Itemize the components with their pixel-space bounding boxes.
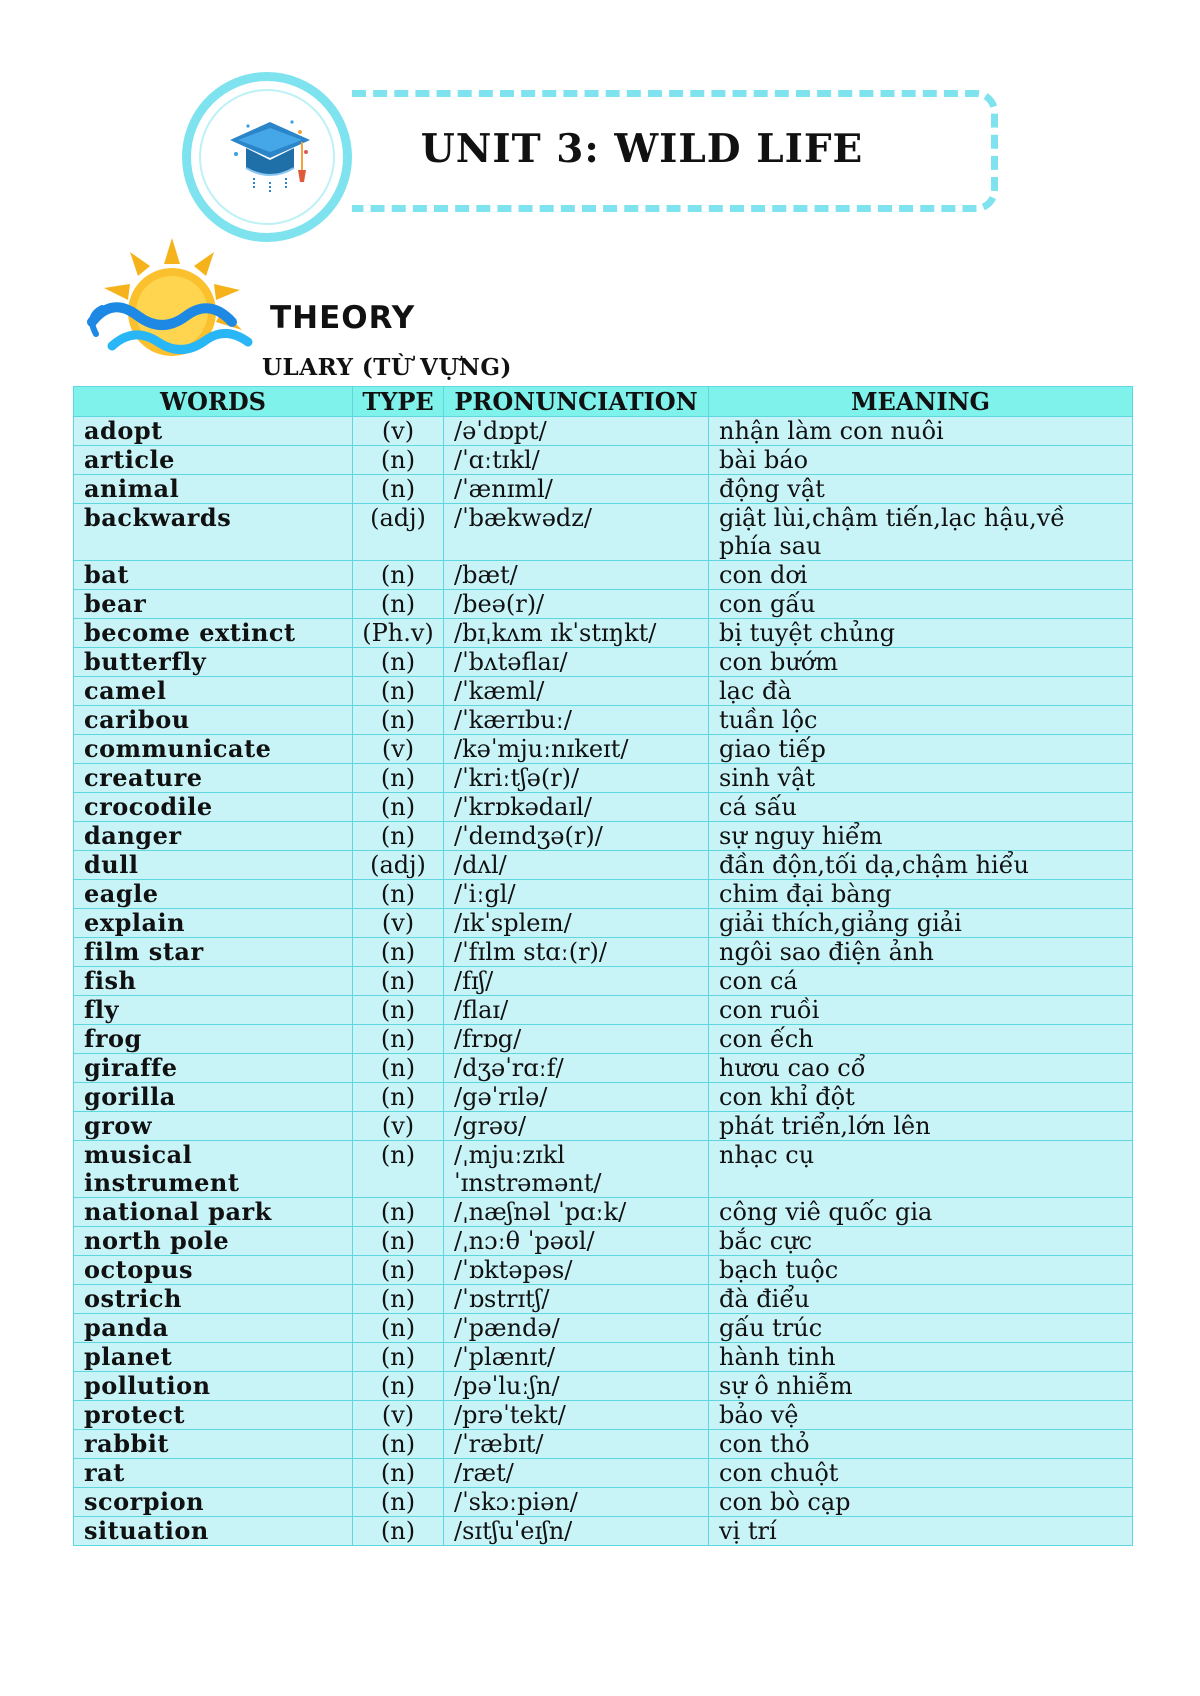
table-row	[74, 590, 1133, 619]
table-row	[74, 1285, 1133, 1314]
table-row	[74, 967, 1133, 996]
cell-type: (n)	[353, 880, 444, 909]
cell-meaning: con bướm	[709, 648, 1133, 677]
cell-word: butterfly	[74, 648, 353, 677]
unit-title: UNIT 3: WILD LIFE	[420, 126, 864, 172]
cell-pron: /ræt/	[444, 1459, 709, 1488]
cell-pron: /beə(r)/	[444, 590, 709, 619]
header-meaning: MEANING	[709, 387, 1133, 417]
cell-meaning: gấu trúc	[709, 1314, 1133, 1343]
table-row	[74, 1112, 1133, 1141]
cell-word: giraffe	[74, 1054, 353, 1083]
cell-meaning: bị tuyệt chủng	[709, 619, 1133, 648]
unit-banner	[0, 0, 1200, 240]
cell-meaning: ngôi sao điện ảnh	[709, 938, 1133, 967]
cell-meaning: con chuột	[709, 1459, 1133, 1488]
table-row	[74, 475, 1133, 504]
cell-pron: /ˈɒktəpəs/	[444, 1256, 709, 1285]
cell-pron: /fɪʃ/	[444, 967, 709, 996]
cell-type: (Ph.v)	[353, 619, 444, 648]
cell-word: north pole	[74, 1227, 353, 1256]
cell-type: (n)	[353, 475, 444, 504]
table-row	[74, 1459, 1133, 1488]
cell-pron: /ˈpændə/	[444, 1314, 709, 1343]
cell-pron: /ˈkæml/	[444, 677, 709, 706]
cell-word: danger	[74, 822, 353, 851]
cell-meaning: con ếch	[709, 1025, 1133, 1054]
cell-meaning: con thỏ	[709, 1430, 1133, 1459]
cell-pron: /ˌnɔːθ ˈpəʊl/	[444, 1227, 709, 1256]
cell-word: musical instrument	[74, 1141, 353, 1198]
cell-word: fish	[74, 967, 353, 996]
cell-pron: /ˌmjuːzɪkl ˈɪnstrəmənt/	[444, 1141, 709, 1198]
cell-word: dull	[74, 851, 353, 880]
cell-pron: /ˈkrɒkədaɪl/	[444, 793, 709, 822]
cell-word: frog	[74, 1025, 353, 1054]
cell-type: (n)	[353, 1372, 444, 1401]
cell-meaning: con dơi	[709, 561, 1133, 590]
cell-meaning: đà điểu	[709, 1285, 1133, 1314]
table-row	[74, 851, 1133, 880]
cell-type: (n)	[353, 648, 444, 677]
cell-meaning: hành tinh	[709, 1343, 1133, 1372]
cell-meaning: động vật	[709, 475, 1133, 504]
cell-type: (n)	[353, 677, 444, 706]
table-row	[74, 1343, 1133, 1372]
cell-word: bear	[74, 590, 353, 619]
cell-type: (n)	[353, 1285, 444, 1314]
cell-pron: /ˈbʌtəflaɪ/	[444, 648, 709, 677]
table-row	[74, 1025, 1133, 1054]
cell-type: (adj)	[353, 504, 444, 561]
cell-word: caribou	[74, 706, 353, 735]
cell-word: adopt	[74, 417, 353, 446]
cell-word: scorpion	[74, 1488, 353, 1517]
cell-pron: /ˌnæʃnəl ˈpɑːk/	[444, 1198, 709, 1227]
cell-pron: /prəˈtekt/	[444, 1401, 709, 1430]
header-words: WORDS	[74, 387, 353, 417]
cell-pron: /ˈiːgl/	[444, 880, 709, 909]
header-pronunciation: PRONUNCIATION	[444, 387, 709, 417]
table-row	[74, 735, 1133, 764]
cell-word: octopus	[74, 1256, 353, 1285]
cell-meaning: nhạc cụ	[709, 1141, 1133, 1198]
cell-type: (n)	[353, 706, 444, 735]
cell-meaning: con bò cạp	[709, 1488, 1133, 1517]
cell-meaning: đần độn,tối dạ,chậm hiểu	[709, 851, 1133, 880]
cell-pron: /ˈænɪml/	[444, 475, 709, 504]
table-row	[74, 1083, 1133, 1112]
cell-pron: /ˈɑːtɪkl/	[444, 446, 709, 475]
cell-word: ostrich	[74, 1285, 353, 1314]
cell-pron: /dʒəˈrɑːf/	[444, 1054, 709, 1083]
table-row	[74, 619, 1133, 648]
table-row	[74, 1141, 1133, 1198]
cell-type: (n)	[353, 1198, 444, 1227]
table-row	[74, 417, 1133, 446]
table-header-row	[74, 387, 1133, 417]
cell-type: (n)	[353, 561, 444, 590]
graduation-cap-icon	[222, 108, 318, 204]
cell-pron: /ˈplænɪt/	[444, 1343, 709, 1372]
cell-type: (v)	[353, 1401, 444, 1430]
cell-word: film star	[74, 938, 353, 967]
cell-pron: /grəʊ/	[444, 1112, 709, 1141]
cell-meaning: bảo vệ	[709, 1401, 1133, 1430]
table-row	[74, 793, 1133, 822]
cell-meaning: phát triển,lớn lên	[709, 1112, 1133, 1141]
cell-type: (n)	[353, 1025, 444, 1054]
cell-meaning: bạch tuộc	[709, 1256, 1133, 1285]
table-row	[74, 996, 1133, 1025]
table-row	[74, 764, 1133, 793]
table-row	[74, 938, 1133, 967]
cell-type: (n)	[353, 938, 444, 967]
table-row	[74, 1430, 1133, 1459]
cell-word: grow	[74, 1112, 353, 1141]
cell-meaning: con khỉ đột	[709, 1083, 1133, 1112]
table-row	[74, 1401, 1133, 1430]
table-body	[74, 417, 1133, 1546]
table-row	[74, 706, 1133, 735]
table-row	[74, 1256, 1133, 1285]
cell-type: (n)	[353, 1343, 444, 1372]
cell-meaning: bắc cực	[709, 1227, 1133, 1256]
cell-pron: /pəˈluːʃn/	[444, 1372, 709, 1401]
cell-meaning: giao tiếp	[709, 735, 1133, 764]
table-row	[74, 561, 1133, 590]
cell-word: protect	[74, 1401, 353, 1430]
cell-meaning: sinh vật	[709, 764, 1133, 793]
section-heading: THEORY	[270, 300, 416, 336]
table-row	[74, 1372, 1133, 1401]
table-row	[74, 446, 1133, 475]
cell-meaning: con cá	[709, 967, 1133, 996]
cell-pron: /ˈbækwədz/	[444, 504, 709, 561]
table-row	[74, 1054, 1133, 1083]
cell-meaning: công viê quốc gia	[709, 1198, 1133, 1227]
cell-type: (n)	[353, 1488, 444, 1517]
cell-type: (v)	[353, 417, 444, 446]
cell-meaning: sự nguy hiểm	[709, 822, 1133, 851]
table-row	[74, 1314, 1133, 1343]
table-row	[74, 1227, 1133, 1256]
cell-type: (n)	[353, 967, 444, 996]
cell-type: (adj)	[353, 851, 444, 880]
cell-word: article	[74, 446, 353, 475]
cell-pron: /ɪkˈspleɪn/	[444, 909, 709, 938]
table-row	[74, 648, 1133, 677]
cell-word: communicate	[74, 735, 353, 764]
table-row	[74, 1488, 1133, 1517]
cell-pron: /ˈkriːtʃə(r)/	[444, 764, 709, 793]
table-row	[74, 1198, 1133, 1227]
cell-pron: /ˈɒstrɪtʃ/	[444, 1285, 709, 1314]
cell-word: creature	[74, 764, 353, 793]
cell-type: (n)	[353, 996, 444, 1025]
cell-pron: /ˈdeɪndʒə(r)/	[444, 822, 709, 851]
cell-pron: /ˈræbɪt/	[444, 1430, 709, 1459]
cell-meaning: sự ô nhiễm	[709, 1372, 1133, 1401]
cell-type: (n)	[353, 793, 444, 822]
cell-type: (n)	[353, 822, 444, 851]
cell-type: (n)	[353, 1314, 444, 1343]
cell-type: (n)	[353, 1227, 444, 1256]
cell-pron: /sɪtʃuˈeɪʃn/	[444, 1517, 709, 1546]
cell-meaning: vị trí	[709, 1517, 1133, 1546]
cell-meaning: con ruồi	[709, 996, 1133, 1025]
cell-type: (n)	[353, 1517, 444, 1546]
cell-meaning: tuần lộc	[709, 706, 1133, 735]
cell-meaning: chim đại bàng	[709, 880, 1133, 909]
cell-type: (n)	[353, 1459, 444, 1488]
vocabulary-table	[73, 386, 1133, 1546]
cell-meaning: giải thích,giảng giải	[709, 909, 1133, 938]
cell-pron: /bæt/	[444, 561, 709, 590]
cell-pron: /frɒg/	[444, 1025, 709, 1054]
table-row	[74, 822, 1133, 851]
cell-meaning: nhận làm con nuôi	[709, 417, 1133, 446]
cell-pron: /dʌl/	[444, 851, 709, 880]
cell-word: bat	[74, 561, 353, 590]
header-type: TYPE	[353, 387, 444, 417]
cell-type: (v)	[353, 735, 444, 764]
cell-word: rabbit	[74, 1430, 353, 1459]
cell-meaning: bài báo	[709, 446, 1133, 475]
table-row	[74, 504, 1133, 561]
cell-word: pollution	[74, 1372, 353, 1401]
cell-type: (n)	[353, 1430, 444, 1459]
cell-type: (n)	[353, 1083, 444, 1112]
cell-type: (n)	[353, 446, 444, 475]
cell-pron: /ˈkærɪbuː/	[444, 706, 709, 735]
cell-meaning: con gấu	[709, 590, 1133, 619]
cell-type: (v)	[353, 909, 444, 938]
cell-word: explain	[74, 909, 353, 938]
cell-pron: /ˈskɔːpiən/	[444, 1488, 709, 1517]
table-row	[74, 1517, 1133, 1546]
cell-word: panda	[74, 1314, 353, 1343]
cell-type: (n)	[353, 764, 444, 793]
cell-word: animal	[74, 475, 353, 504]
cell-pron: /flaɪ/	[444, 996, 709, 1025]
cell-word: rat	[74, 1459, 353, 1488]
cell-type: (v)	[353, 1112, 444, 1141]
cell-word: eagle	[74, 880, 353, 909]
cell-meaning: cá sấu	[709, 793, 1133, 822]
cell-pron: /ˈfɪlm stɑː(r)/	[444, 938, 709, 967]
cell-word: backwards	[74, 504, 353, 561]
cell-word: fly	[74, 996, 353, 1025]
cell-pron: /kəˈmjuːnɪkeɪt/	[444, 735, 709, 764]
cell-type: (n)	[353, 590, 444, 619]
cell-word: camel	[74, 677, 353, 706]
cell-meaning: lạc đà	[709, 677, 1133, 706]
cell-type: (n)	[353, 1141, 444, 1198]
cell-word: become extinct	[74, 619, 353, 648]
table-row	[74, 909, 1133, 938]
cell-meaning: giật lùi,chậm tiến,lạc hậu,về phía sau	[709, 504, 1133, 561]
cell-word: national park	[74, 1198, 353, 1227]
section-subheading: ULARY (TỪ VỰNG)	[262, 354, 512, 381]
cell-word: gorilla	[74, 1083, 353, 1112]
table-row	[74, 677, 1133, 706]
cell-type: (n)	[353, 1256, 444, 1285]
table-row	[74, 880, 1133, 909]
cell-word: situation	[74, 1517, 353, 1546]
cell-pron: /əˈdɒpt/	[444, 417, 709, 446]
cell-word: crocodile	[74, 793, 353, 822]
cell-type: (n)	[353, 1054, 444, 1083]
sun-waves-icon	[82, 230, 262, 370]
cell-meaning: hươu cao cổ	[709, 1054, 1133, 1083]
cell-pron: /gəˈrɪlə/	[444, 1083, 709, 1112]
cell-word: planet	[74, 1343, 353, 1372]
cell-pron: /bɪˌkʌm ɪkˈstɪŋkt/	[444, 619, 709, 648]
